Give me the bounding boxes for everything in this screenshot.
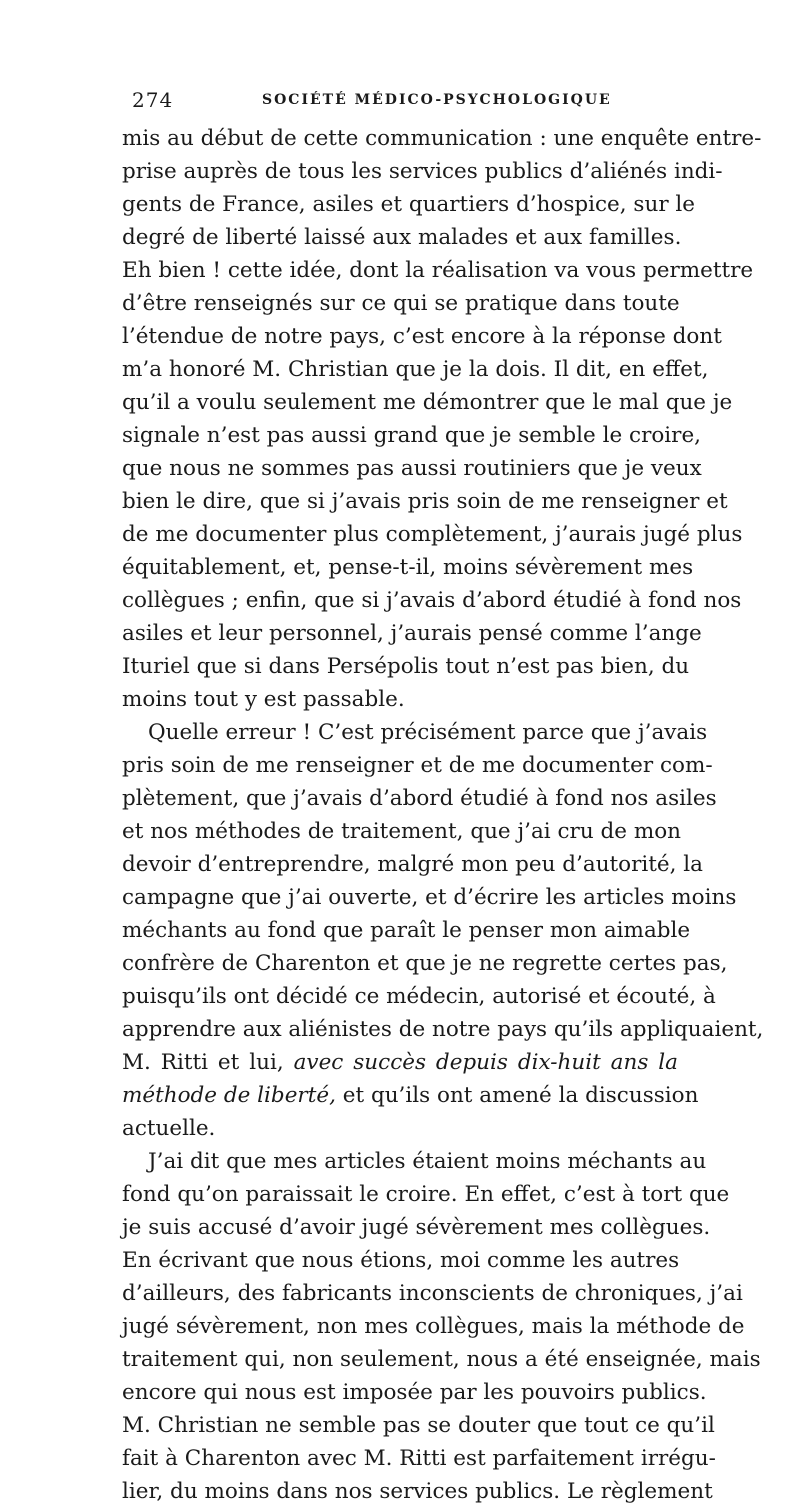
text-line: équitablement, et, pense-t-il, moins sévèrement mes (122, 555, 694, 580)
text-line: puisqu’ils ont décidé ce médecin, autorisé et écouté, à (122, 984, 716, 1009)
italic-segment: avec succès depuis dix-huit ans la (293, 1050, 678, 1075)
text-line: je suis accusé d’avoir jugé sévèrement mes collègues. (122, 1215, 711, 1240)
text-line: signale n’est pas aussi grand que je semble le croire, (122, 423, 702, 448)
text-line: apprendre aux aliénistes de notre pays qu’ils appliquaient, (122, 1017, 764, 1042)
text-line: prise auprès de tous les services publics d’aliénés indi- (122, 159, 723, 184)
text-line: En écrivant que nous étions, moi comme les autres (122, 1248, 680, 1273)
text-line: qu’il a voulu seulement me démontrer que le mal que je (122, 390, 733, 415)
text-line: M. Christian ne semble pas se douter que tout ce qu’il (122, 1413, 715, 1438)
text-line: pris soin de me renseigner et de me documenter com- (122, 753, 713, 778)
text-line: bien le dire, que si j’avais pris soin de me renseigner et (122, 489, 728, 514)
text-line: l’étendue de notre pays, c’est encore à la réponse dont (122, 324, 722, 349)
text-line: que nous ne sommes pas aussi routiniers que je veux (122, 456, 702, 481)
text-line: d’ailleurs, des fabricants inconscients de chroniques, j’ai (122, 1281, 743, 1306)
text-line: encore qui nous est imposée par les pouvoirs publics. (122, 1380, 707, 1405)
text-line: confrère de Charenton et que je ne regrette certes pas, (122, 951, 728, 976)
text-line: Ituriel que si dans Persépolis tout n’est pas bien, du (122, 654, 690, 679)
text-line: degré de liberté laissé aux malades et aux familles. (122, 225, 682, 250)
roman-segment: M. Ritti et lui, (122, 1050, 284, 1075)
text-line: devoir d’entreprendre, malgré mon peu d’autorité, la (122, 852, 704, 877)
roman-segment: et qu’ils ont amené la discussion (342, 1083, 699, 1108)
running-title: SOCIÉTÉ MÉDICO-PSYCHOLOGIQUE (262, 92, 612, 108)
text-line: collègues ; enfin, que si j’avais d’abord étudié à fond nos (122, 588, 742, 613)
italic-segment: méthode de liberté, (122, 1083, 336, 1108)
text-line: jugé sévèrement, non mes collègues, mais la méthode de (122, 1314, 745, 1339)
text-line: plètement, que j’avais d’abord étudié à fond nos asiles (122, 786, 717, 811)
text-line: fait à Charenton avec M. Ritti est parfaitement irrégu- (122, 1446, 716, 1471)
body-text (122, 122, 764, 1508)
text-line: mis au début de cette communication : une enquête entre- (122, 126, 762, 151)
paragraph-end-line: moins tout y est passable. (122, 687, 405, 712)
mixed-italic-line (122, 1079, 699, 1112)
text-line: méchants au fond que paraît le penser mon aimable (122, 918, 691, 943)
text-line: lier, du moins dans nos services publics. Le règlement (122, 1479, 713, 1504)
text-line: de me documenter plus complètement, j’aurais jugé plus (122, 522, 743, 547)
text-line: fond qu’on paraissait le croire. En effet, c’est à tort que (122, 1182, 730, 1207)
page-header (120, 88, 680, 114)
paragraph-end-line: actuelle. (122, 1116, 216, 1141)
text-line: traitement qui, non seulement, nous a été enseignée, mais (122, 1347, 761, 1372)
text-line: Eh bien ! cette idée, dont la réalisation va vous permettre (122, 258, 754, 283)
page-number: 274 (132, 88, 174, 112)
text-line: m’a honoré M. Christian que je la dois. Il dit, en effet, (122, 357, 709, 382)
text-line: gents de France, asiles et quartiers d’hospice, sur le (122, 192, 696, 217)
text-line: d’être renseignés sur ce qui se pratique dans toute (122, 291, 680, 316)
mixed-italic-line (122, 1046, 678, 1079)
paragraph-start-line: Quelle erreur ! C’est précisément parce que j’avais (148, 720, 708, 745)
paragraph-start-line: J’ai dit que mes articles étaient moins méchants au (148, 1149, 707, 1174)
text-line: campagne que j’ai ouverte, et d’écrire les articles moins (122, 885, 737, 910)
text-line: et nos méthodes de traitement, que j’ai cru de mon (122, 819, 682, 844)
text-line: asiles et leur personnel, j’aurais pensé comme l’ange (122, 621, 702, 646)
